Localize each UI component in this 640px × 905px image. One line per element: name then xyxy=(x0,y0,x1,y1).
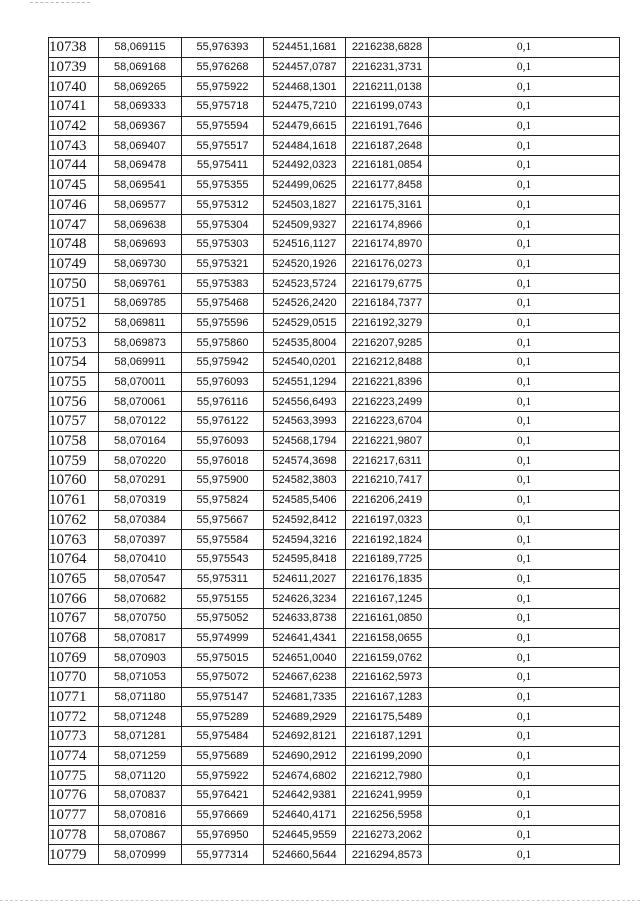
table-row xyxy=(49,707,620,727)
accuracy-cell: 0,1 xyxy=(429,451,620,471)
x-coordinate-cell: 524492,0323 xyxy=(264,156,346,176)
accuracy-cell: 0,1 xyxy=(429,274,620,294)
latitude-cell: 58,069761 xyxy=(99,274,182,294)
point-number-cell: 10747 xyxy=(49,215,99,235)
latitude-cell: 58,070816 xyxy=(99,805,182,825)
point-number-cell: 10768 xyxy=(49,628,99,648)
longitude-cell: 55,975303 xyxy=(182,234,264,254)
table-row xyxy=(49,746,620,766)
latitude-cell: 58,071248 xyxy=(99,707,182,727)
latitude-cell: 58,070319 xyxy=(99,490,182,510)
accuracy-cell: 0,1 xyxy=(429,38,620,58)
x-coordinate-cell: 524468,1301 xyxy=(264,77,346,97)
x-coordinate-cell: 524611,2027 xyxy=(264,569,346,589)
x-coordinate-cell: 524595,8418 xyxy=(264,549,346,569)
longitude-cell: 55,976421 xyxy=(182,786,264,806)
x-coordinate-cell: 524484,1618 xyxy=(264,136,346,156)
longitude-cell: 55,975667 xyxy=(182,510,264,530)
table-row xyxy=(49,530,620,550)
point-number-cell: 10765 xyxy=(49,569,99,589)
latitude-cell: 58,069911 xyxy=(99,353,182,373)
latitude-cell: 58,071281 xyxy=(99,727,182,747)
latitude-cell: 58,069638 xyxy=(99,215,182,235)
latitude-cell: 58,069730 xyxy=(99,254,182,274)
y-coordinate-cell: 2216175,5489 xyxy=(346,707,429,727)
longitude-cell: 55,975596 xyxy=(182,313,264,333)
longitude-cell: 55,975468 xyxy=(182,293,264,313)
accuracy-cell: 0,1 xyxy=(429,116,620,136)
longitude-cell: 55,975355 xyxy=(182,175,264,195)
table-row xyxy=(49,805,620,825)
longitude-cell: 55,975411 xyxy=(182,156,264,176)
accuracy-cell: 0,1 xyxy=(429,608,620,628)
x-coordinate-cell: 524574,3698 xyxy=(264,451,346,471)
y-coordinate-cell: 2216273,2062 xyxy=(346,825,429,845)
latitude-cell: 58,071180 xyxy=(99,687,182,707)
table-row xyxy=(49,786,620,806)
y-coordinate-cell: 2216181,0854 xyxy=(346,156,429,176)
latitude-cell: 58,070397 xyxy=(99,530,182,550)
latitude-cell: 58,069407 xyxy=(99,136,182,156)
point-number-cell: 10778 xyxy=(49,825,99,845)
x-coordinate-cell: 524516,1127 xyxy=(264,234,346,254)
table-row xyxy=(49,628,620,648)
y-coordinate-cell: 2216207,9285 xyxy=(346,333,429,353)
x-coordinate-cell: 524479,6615 xyxy=(264,116,346,136)
accuracy-cell: 0,1 xyxy=(429,431,620,451)
accuracy-cell: 0,1 xyxy=(429,746,620,766)
y-coordinate-cell: 2216187,1291 xyxy=(346,727,429,747)
x-coordinate-cell: 524633,8738 xyxy=(264,608,346,628)
y-coordinate-cell: 2216191,7646 xyxy=(346,116,429,136)
x-coordinate-cell: 524641,4341 xyxy=(264,628,346,648)
table-row xyxy=(49,668,620,688)
point-number-cell: 10776 xyxy=(49,786,99,806)
table-row xyxy=(49,353,620,373)
point-number-cell: 10744 xyxy=(49,156,99,176)
point-number-cell: 10779 xyxy=(49,845,99,865)
accuracy-cell: 0,1 xyxy=(429,293,620,313)
y-coordinate-cell: 2216211,0138 xyxy=(346,77,429,97)
table-row xyxy=(49,313,620,333)
accuracy-cell: 0,1 xyxy=(429,628,620,648)
table-row xyxy=(49,97,620,117)
accuracy-cell: 0,1 xyxy=(429,845,620,865)
table-row xyxy=(49,569,620,589)
x-coordinate-cell: 524556,6493 xyxy=(264,392,346,412)
latitude-cell: 58,069265 xyxy=(99,77,182,97)
point-number-cell: 10770 xyxy=(49,668,99,688)
point-number-cell: 10763 xyxy=(49,530,99,550)
table-row xyxy=(49,175,620,195)
latitude-cell: 58,070750 xyxy=(99,608,182,628)
longitude-cell: 55,976116 xyxy=(182,392,264,412)
table-row xyxy=(49,293,620,313)
longitude-cell: 55,975543 xyxy=(182,549,264,569)
accuracy-cell: 0,1 xyxy=(429,333,620,353)
point-number-cell: 10767 xyxy=(49,608,99,628)
x-coordinate-cell: 524645,9559 xyxy=(264,825,346,845)
x-coordinate-cell: 524563,3993 xyxy=(264,412,346,432)
longitude-cell: 55,975289 xyxy=(182,707,264,727)
point-number-cell: 10756 xyxy=(49,392,99,412)
x-coordinate-cell: 524457,0787 xyxy=(264,57,346,77)
table-row xyxy=(49,510,620,530)
point-number-cell: 10748 xyxy=(49,234,99,254)
y-coordinate-cell: 2216206,2419 xyxy=(346,490,429,510)
x-coordinate-cell: 524689,2929 xyxy=(264,707,346,727)
latitude-cell: 58,070384 xyxy=(99,510,182,530)
longitude-cell: 55,976018 xyxy=(182,451,264,471)
latitude-cell: 58,070682 xyxy=(99,589,182,609)
y-coordinate-cell: 2216223,2499 xyxy=(346,392,429,412)
table-row xyxy=(49,845,620,865)
x-coordinate-cell: 524499,0625 xyxy=(264,175,346,195)
longitude-cell: 55,975584 xyxy=(182,530,264,550)
accuracy-cell: 0,1 xyxy=(429,372,620,392)
latitude-cell: 58,070011 xyxy=(99,372,182,392)
latitude-cell: 58,070999 xyxy=(99,845,182,865)
y-coordinate-cell: 2216177,8458 xyxy=(346,175,429,195)
y-coordinate-cell: 2216256,5958 xyxy=(346,805,429,825)
table-row xyxy=(49,57,620,77)
longitude-cell: 55,976669 xyxy=(182,805,264,825)
point-number-cell: 10773 xyxy=(49,727,99,747)
accuracy-cell: 0,1 xyxy=(429,687,620,707)
point-number-cell: 10769 xyxy=(49,648,99,668)
point-number-cell: 10766 xyxy=(49,589,99,609)
longitude-cell: 55,977314 xyxy=(182,845,264,865)
point-number-cell: 10751 xyxy=(49,293,99,313)
latitude-cell: 58,069333 xyxy=(99,97,182,117)
x-coordinate-cell: 524592,8412 xyxy=(264,510,346,530)
y-coordinate-cell: 2216212,7980 xyxy=(346,766,429,786)
y-coordinate-cell: 2216167,1283 xyxy=(346,687,429,707)
accuracy-cell: 0,1 xyxy=(429,77,620,97)
point-number-cell: 10761 xyxy=(49,490,99,510)
latitude-cell: 58,071259 xyxy=(99,746,182,766)
scan-edge-mark-bottom xyxy=(0,900,640,901)
latitude-cell: 58,071120 xyxy=(99,766,182,786)
point-number-cell: 10757 xyxy=(49,412,99,432)
accuracy-cell: 0,1 xyxy=(429,786,620,806)
longitude-cell: 55,975824 xyxy=(182,490,264,510)
y-coordinate-cell: 2216221,9807 xyxy=(346,431,429,451)
y-coordinate-cell: 2216217,6311 xyxy=(346,451,429,471)
y-coordinate-cell: 2216174,8970 xyxy=(346,234,429,254)
y-coordinate-cell: 2216161,0850 xyxy=(346,608,429,628)
table-row xyxy=(49,825,620,845)
point-number-cell: 10760 xyxy=(49,471,99,491)
point-number-cell: 10739 xyxy=(49,57,99,77)
point-number-cell: 10750 xyxy=(49,274,99,294)
latitude-cell: 58,069577 xyxy=(99,195,182,215)
y-coordinate-cell: 2216184,7377 xyxy=(346,293,429,313)
point-number-cell: 10749 xyxy=(49,254,99,274)
x-coordinate-cell: 524475,7210 xyxy=(264,97,346,117)
table-row xyxy=(49,648,620,668)
accuracy-cell: 0,1 xyxy=(429,156,620,176)
point-number-cell: 10745 xyxy=(49,175,99,195)
x-coordinate-cell: 524520,1926 xyxy=(264,254,346,274)
accuracy-cell: 0,1 xyxy=(429,136,620,156)
accuracy-cell: 0,1 xyxy=(429,668,620,688)
accuracy-cell: 0,1 xyxy=(429,471,620,491)
y-coordinate-cell: 2216221,8396 xyxy=(346,372,429,392)
x-coordinate-cell: 524690,2912 xyxy=(264,746,346,766)
table-row xyxy=(49,156,620,176)
longitude-cell: 55,976393 xyxy=(182,38,264,58)
x-coordinate-cell: 524451,1681 xyxy=(264,38,346,58)
table-row xyxy=(49,589,620,609)
accuracy-cell: 0,1 xyxy=(429,648,620,668)
longitude-cell: 55,975383 xyxy=(182,274,264,294)
longitude-cell: 55,975321 xyxy=(182,254,264,274)
longitude-cell: 55,975718 xyxy=(182,97,264,117)
accuracy-cell: 0,1 xyxy=(429,569,620,589)
longitude-cell: 55,975860 xyxy=(182,333,264,353)
latitude-cell: 58,070837 xyxy=(99,786,182,806)
x-coordinate-cell: 524660,5644 xyxy=(264,845,346,865)
accuracy-cell: 0,1 xyxy=(429,412,620,432)
y-coordinate-cell: 2216241,9959 xyxy=(346,786,429,806)
y-coordinate-cell: 2216192,3279 xyxy=(346,313,429,333)
latitude-cell: 58,069115 xyxy=(99,38,182,58)
x-coordinate-cell: 524551,1294 xyxy=(264,372,346,392)
x-coordinate-cell: 524529,0515 xyxy=(264,313,346,333)
accuracy-cell: 0,1 xyxy=(429,254,620,274)
accuracy-cell: 0,1 xyxy=(429,825,620,845)
table-row xyxy=(49,116,620,136)
table-row xyxy=(49,333,620,353)
point-number-cell: 10740 xyxy=(49,77,99,97)
point-number-cell: 10755 xyxy=(49,372,99,392)
y-coordinate-cell: 2216176,0273 xyxy=(346,254,429,274)
table-row xyxy=(49,372,620,392)
longitude-cell: 55,976950 xyxy=(182,825,264,845)
table-row xyxy=(49,254,620,274)
coordinates-table-body xyxy=(49,38,620,865)
longitude-cell: 55,975311 xyxy=(182,569,264,589)
longitude-cell: 55,976093 xyxy=(182,431,264,451)
longitude-cell: 55,975147 xyxy=(182,687,264,707)
y-coordinate-cell: 2216174,8966 xyxy=(346,215,429,235)
longitude-cell: 55,975517 xyxy=(182,136,264,156)
table-row xyxy=(49,727,620,747)
point-number-cell: 10771 xyxy=(49,687,99,707)
latitude-cell: 58,070817 xyxy=(99,628,182,648)
latitude-cell: 58,070867 xyxy=(99,825,182,845)
latitude-cell: 58,069873 xyxy=(99,333,182,353)
latitude-cell: 58,069168 xyxy=(99,57,182,77)
x-coordinate-cell: 524692,8121 xyxy=(264,727,346,747)
table-row xyxy=(49,412,620,432)
longitude-cell: 55,976268 xyxy=(182,57,264,77)
point-number-cell: 10741 xyxy=(49,97,99,117)
point-number-cell: 10758 xyxy=(49,431,99,451)
longitude-cell: 55,975689 xyxy=(182,746,264,766)
y-coordinate-cell: 2216162,5973 xyxy=(346,668,429,688)
table-row xyxy=(49,451,620,471)
y-coordinate-cell: 2216167,1245 xyxy=(346,589,429,609)
y-coordinate-cell: 2216189,7725 xyxy=(346,549,429,569)
accuracy-cell: 0,1 xyxy=(429,175,620,195)
table-row xyxy=(49,471,620,491)
x-coordinate-cell: 524626,3234 xyxy=(264,589,346,609)
accuracy-cell: 0,1 xyxy=(429,313,620,333)
table-row xyxy=(49,274,620,294)
x-coordinate-cell: 524509,9327 xyxy=(264,215,346,235)
longitude-cell: 55,975312 xyxy=(182,195,264,215)
point-number-cell: 10774 xyxy=(49,746,99,766)
longitude-cell: 55,975155 xyxy=(182,589,264,609)
longitude-cell: 55,976122 xyxy=(182,412,264,432)
y-coordinate-cell: 2216197,0323 xyxy=(346,510,429,530)
table-row xyxy=(49,549,620,569)
table-row xyxy=(49,38,620,58)
accuracy-cell: 0,1 xyxy=(429,530,620,550)
x-coordinate-cell: 524585,5406 xyxy=(264,490,346,510)
y-coordinate-cell: 2216223,6704 xyxy=(346,412,429,432)
longitude-cell: 55,974999 xyxy=(182,628,264,648)
table-row xyxy=(49,766,620,786)
y-coordinate-cell: 2216231,3731 xyxy=(346,57,429,77)
latitude-cell: 58,069367 xyxy=(99,116,182,136)
latitude-cell: 58,070547 xyxy=(99,569,182,589)
point-number-cell: 10772 xyxy=(49,707,99,727)
y-coordinate-cell: 2216199,2090 xyxy=(346,746,429,766)
accuracy-cell: 0,1 xyxy=(429,589,620,609)
longitude-cell: 55,975052 xyxy=(182,608,264,628)
point-number-cell: 10754 xyxy=(49,353,99,373)
accuracy-cell: 0,1 xyxy=(429,707,620,727)
table-row xyxy=(49,136,620,156)
accuracy-cell: 0,1 xyxy=(429,234,620,254)
latitude-cell: 58,070410 xyxy=(99,549,182,569)
accuracy-cell: 0,1 xyxy=(429,195,620,215)
point-number-cell: 10743 xyxy=(49,136,99,156)
latitude-cell: 58,069693 xyxy=(99,234,182,254)
y-coordinate-cell: 2216159,0762 xyxy=(346,648,429,668)
x-coordinate-cell: 524535,8004 xyxy=(264,333,346,353)
y-coordinate-cell: 2216158,0655 xyxy=(346,628,429,648)
table-row xyxy=(49,77,620,97)
x-coordinate-cell: 524674,6802 xyxy=(264,766,346,786)
longitude-cell: 55,975072 xyxy=(182,668,264,688)
longitude-cell: 55,975922 xyxy=(182,77,264,97)
point-number-cell: 10759 xyxy=(49,451,99,471)
x-coordinate-cell: 524582,3803 xyxy=(264,471,346,491)
accuracy-cell: 0,1 xyxy=(429,549,620,569)
latitude-cell: 58,069811 xyxy=(99,313,182,333)
accuracy-cell: 0,1 xyxy=(429,353,620,373)
y-coordinate-cell: 2216175,3161 xyxy=(346,195,429,215)
y-coordinate-cell: 2216187,2648 xyxy=(346,136,429,156)
point-number-cell: 10738 xyxy=(49,38,99,58)
coordinates-table xyxy=(48,37,620,865)
table-row xyxy=(49,608,620,628)
y-coordinate-cell: 2216179,6775 xyxy=(346,274,429,294)
latitude-cell: 58,070061 xyxy=(99,392,182,412)
latitude-cell: 58,071053 xyxy=(99,668,182,688)
longitude-cell: 55,975484 xyxy=(182,727,264,747)
point-number-cell: 10764 xyxy=(49,549,99,569)
longitude-cell: 55,975594 xyxy=(182,116,264,136)
table-row xyxy=(49,234,620,254)
x-coordinate-cell: 524642,9381 xyxy=(264,786,346,806)
latitude-cell: 58,069478 xyxy=(99,156,182,176)
longitude-cell: 55,975942 xyxy=(182,353,264,373)
point-number-cell: 10762 xyxy=(49,510,99,530)
latitude-cell: 58,070220 xyxy=(99,451,182,471)
x-coordinate-cell: 524540,0201 xyxy=(264,353,346,373)
accuracy-cell: 0,1 xyxy=(429,766,620,786)
longitude-cell: 55,975922 xyxy=(182,766,264,786)
x-coordinate-cell: 524523,5724 xyxy=(264,274,346,294)
accuracy-cell: 0,1 xyxy=(429,727,620,747)
latitude-cell: 58,069541 xyxy=(99,175,182,195)
latitude-cell: 58,070164 xyxy=(99,431,182,451)
table-row xyxy=(49,215,620,235)
accuracy-cell: 0,1 xyxy=(429,57,620,77)
y-coordinate-cell: 2216294,8573 xyxy=(346,845,429,865)
latitude-cell: 58,070903 xyxy=(99,648,182,668)
table-row xyxy=(49,490,620,510)
table-row xyxy=(49,687,620,707)
latitude-cell: 58,070291 xyxy=(99,471,182,491)
x-coordinate-cell: 524651,0040 xyxy=(264,648,346,668)
latitude-cell: 58,070122 xyxy=(99,412,182,432)
accuracy-cell: 0,1 xyxy=(429,215,620,235)
x-coordinate-cell: 524526,2420 xyxy=(264,293,346,313)
y-coordinate-cell: 2216210,7417 xyxy=(346,471,429,491)
longitude-cell: 55,976093 xyxy=(182,372,264,392)
latitude-cell: 58,069785 xyxy=(99,293,182,313)
longitude-cell: 55,975900 xyxy=(182,471,264,491)
longitude-cell: 55,975304 xyxy=(182,215,264,235)
scan-edge-mark-top xyxy=(30,2,90,3)
point-number-cell: 10777 xyxy=(49,805,99,825)
point-number-cell: 10753 xyxy=(49,333,99,353)
x-coordinate-cell: 524640,4171 xyxy=(264,805,346,825)
point-number-cell: 10742 xyxy=(49,116,99,136)
x-coordinate-cell: 524503,1827 xyxy=(264,195,346,215)
accuracy-cell: 0,1 xyxy=(429,97,620,117)
accuracy-cell: 0,1 xyxy=(429,510,620,530)
y-coordinate-cell: 2216176,1835 xyxy=(346,569,429,589)
y-coordinate-cell: 2216199,0743 xyxy=(346,97,429,117)
accuracy-cell: 0,1 xyxy=(429,490,620,510)
x-coordinate-cell: 524594,3216 xyxy=(264,530,346,550)
y-coordinate-cell: 2216192,1824 xyxy=(346,530,429,550)
point-number-cell: 10752 xyxy=(49,313,99,333)
table-row xyxy=(49,431,620,451)
accuracy-cell: 0,1 xyxy=(429,805,620,825)
x-coordinate-cell: 524667,6238 xyxy=(264,668,346,688)
longitude-cell: 55,975015 xyxy=(182,648,264,668)
y-coordinate-cell: 2216212,8488 xyxy=(346,353,429,373)
x-coordinate-cell: 524681,7335 xyxy=(264,687,346,707)
table-row xyxy=(49,392,620,412)
point-number-cell: 10775 xyxy=(49,766,99,786)
accuracy-cell: 0,1 xyxy=(429,392,620,412)
y-coordinate-cell: 2216238,6828 xyxy=(346,38,429,58)
table-row xyxy=(49,195,620,215)
point-number-cell: 10746 xyxy=(49,195,99,215)
x-coordinate-cell: 524568,1794 xyxy=(264,431,346,451)
